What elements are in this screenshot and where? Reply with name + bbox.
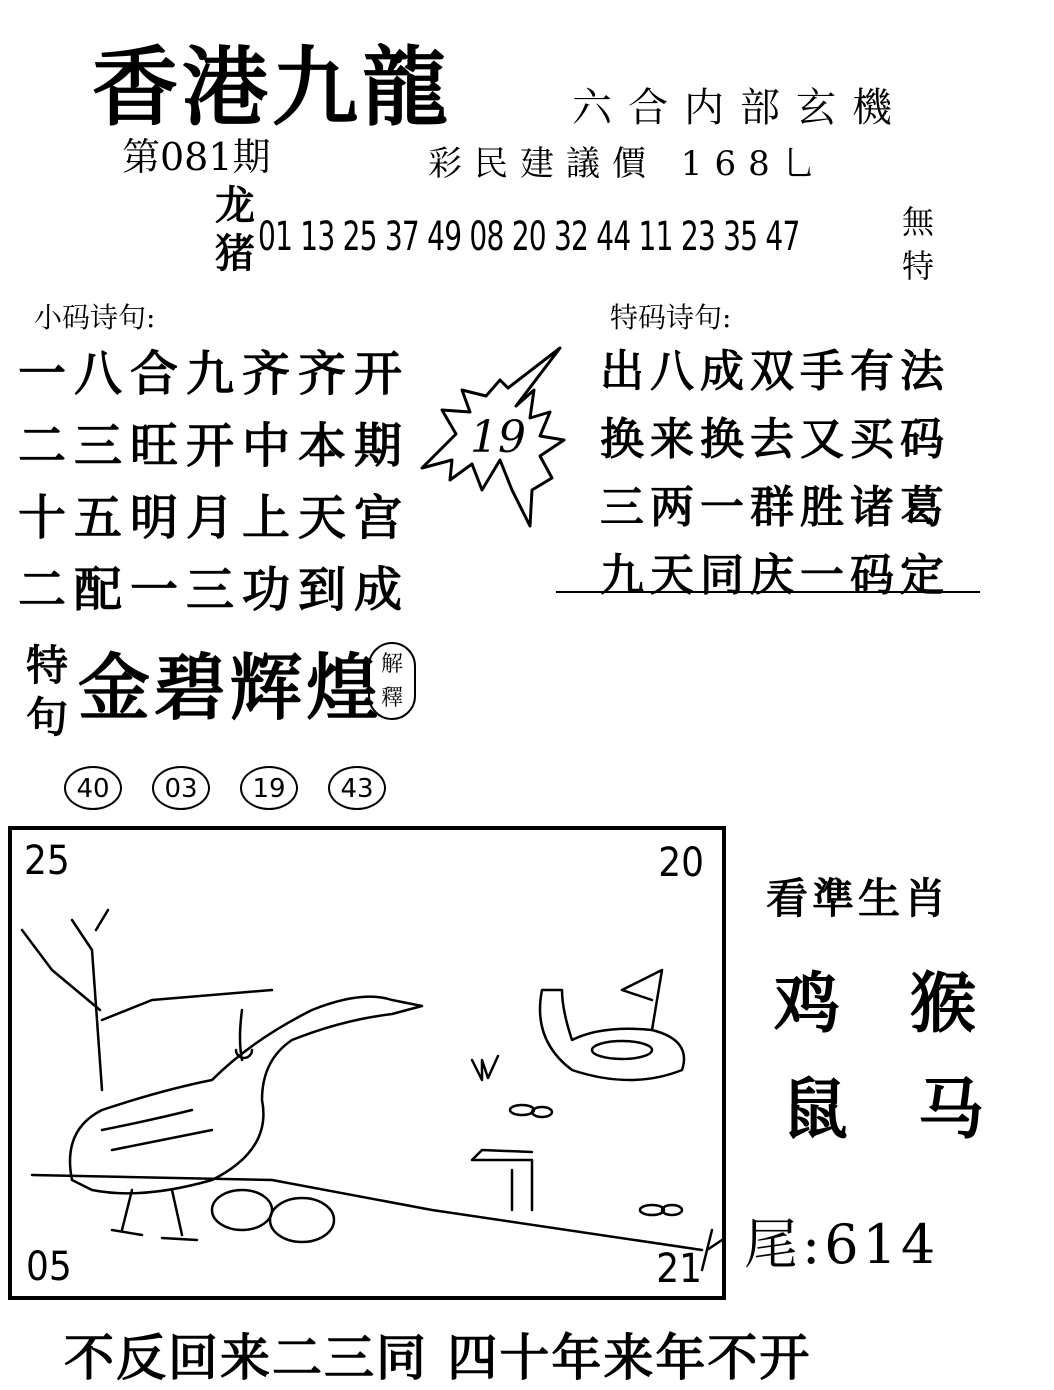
leaf-illustration [412, 340, 572, 530]
special-poem-heading: 特码诗句: [610, 301, 732, 334]
divider-line [556, 591, 980, 593]
footer-slogan: 不反回来二三同 四十年来年不开 [64, 1329, 812, 1387]
circled-number: 19 [240, 766, 298, 810]
panel-number-top-left: 25 [24, 838, 70, 884]
issue-number: 第081期 [122, 135, 271, 179]
numbers-label-pig: 猪 [215, 231, 255, 277]
numbers-label-dragon: 龙 [215, 183, 255, 229]
special-phrase: 金碧辉煌 [78, 645, 383, 730]
zodiac-heading: 看準生肖 [766, 874, 951, 923]
goose-sketch [12, 890, 722, 1290]
special-phrase-label-line1: 特 [25, 641, 68, 690]
small-poem-heading: 小码诗句: [34, 301, 156, 334]
special-phrase-label [22, 640, 72, 744]
small-poem-line: 二三旺开中本期 [18, 418, 411, 474]
panel-number-bottom-left: 05 [26, 1244, 72, 1290]
panel-number-bottom-right: 21 [656, 1246, 702, 1292]
no-special-note [898, 200, 938, 288]
tail-numbers: 尾:614 [744, 1213, 940, 1276]
no-special-line2: 特 [901, 247, 934, 285]
circled-numbers [64, 766, 386, 810]
no-special-line1: 無 [901, 203, 934, 241]
circled-number: 03 [152, 766, 210, 810]
explain-line1: 解 [380, 652, 403, 677]
circled-number: 40 [64, 766, 122, 810]
brand-title: 香港九龍 [92, 37, 452, 138]
small-poem-line: 一八合九齐齐开 [18, 346, 411, 402]
special-poem-line: 换来换去又买码 [600, 414, 950, 465]
small-poem [18, 338, 410, 626]
special-poem [600, 338, 950, 610]
picture-panel [8, 826, 726, 1300]
panel-number-top-right: 20 [658, 840, 704, 886]
small-poem-line: 十五明月上天宫 [18, 490, 411, 546]
explain-line2: 釋 [380, 686, 403, 711]
numbers-label [212, 182, 258, 278]
special-poem-line: 出八成双手有法 [600, 346, 950, 397]
zodiac-row-2: 鼠马 [782, 1071, 1054, 1148]
explain-badge [368, 642, 416, 720]
special-phrase-label-line2: 句 [25, 693, 68, 742]
subtitle: 六合内部玄機 [572, 85, 908, 131]
special-poem-line: 三两一群胜诸葛 [600, 482, 950, 533]
small-poem-line: 二配一三功到成 [18, 562, 411, 618]
number-list: 01 13 25 37 49 08 20 32 44 11 23 35 47 [258, 214, 800, 260]
zodiac-row-1: 鸡猴 [774, 965, 1046, 1042]
suggested-price: 彩民建議價 168乚 [428, 144, 828, 184]
circled-number: 43 [328, 766, 386, 810]
leaf-number: 19 [470, 412, 526, 463]
special-poem-line: 九天同庆一码定 [600, 550, 950, 601]
